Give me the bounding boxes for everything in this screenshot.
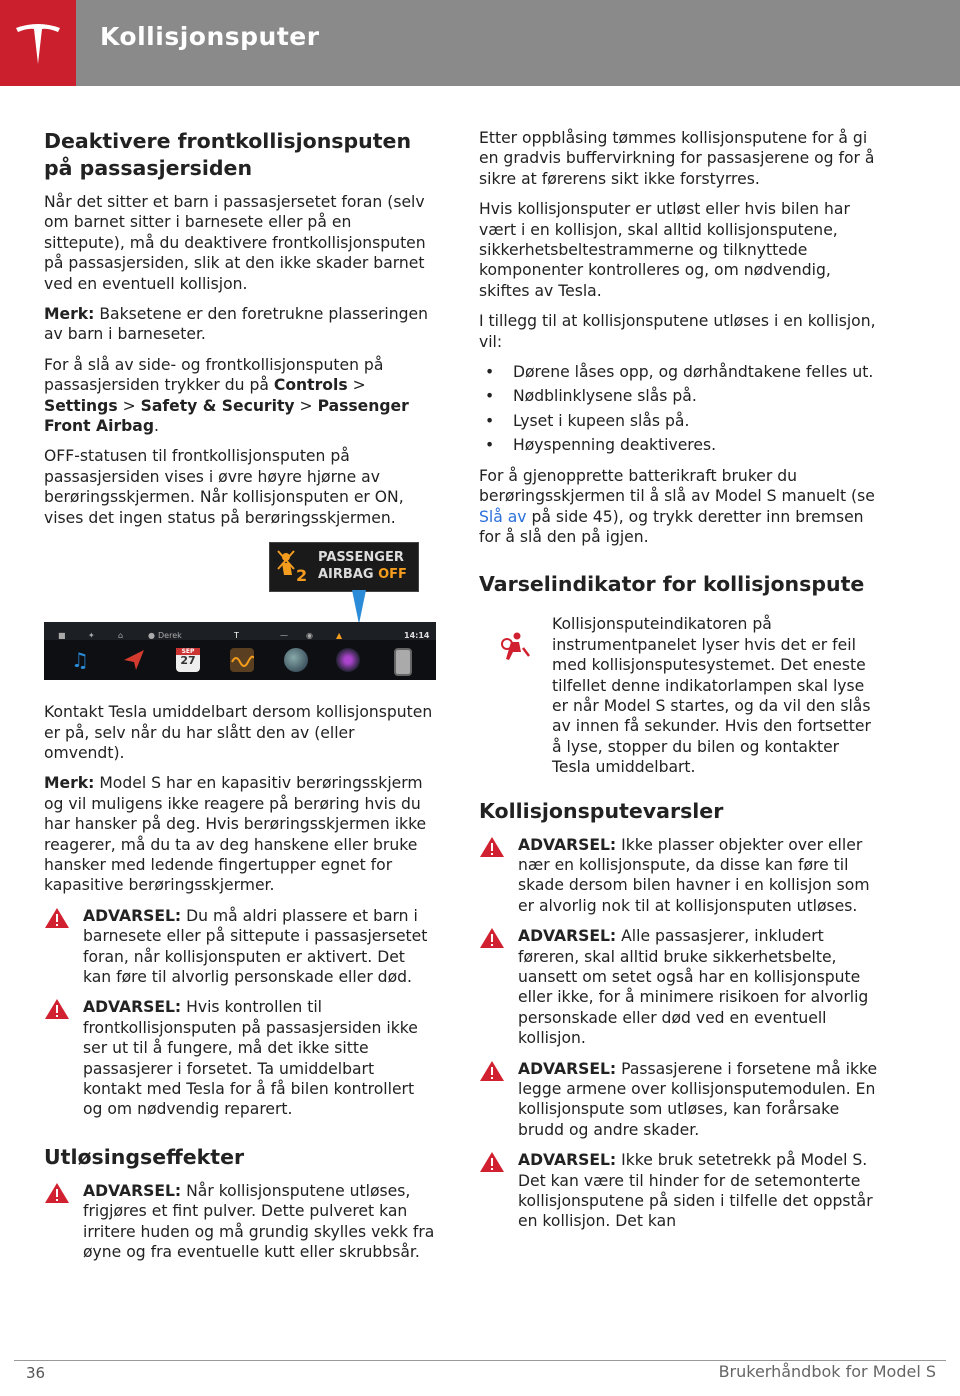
callout-off-text: OFF: [378, 567, 407, 583]
touchscreen-figure: [44, 542, 436, 684]
menu-path-settings: Settings: [44, 396, 118, 415]
paragraph: Hvis kollisjonsputer er utløst eller hvis bilen har vært i en kollisjon, skal alltid kollisjonsputene, sikkerhetsbeltestrammerne og tilknyttede komponenter kontrolleres og, om nødvendig, skiftes av Tesla.: [479, 200, 850, 300]
section-heading-effects: Utløsingseffekter: [44, 1144, 245, 1169]
note: [44, 304, 436, 345]
warning-icon: [479, 1060, 505, 1082]
warning-text: Du må aldri plassere et barn i barnesete eller på sittepute i passasjersetet foran, når kollisjonsputen er aktivert. Det kan føre til alvorlig personskade eller død.: [83, 906, 428, 986]
note: [44, 773, 436, 895]
airbag-warning-icon: [499, 630, 531, 662]
airbag-indicator-block: [479, 614, 879, 777]
phone-app-icon[interactable]: [394, 648, 412, 676]
footer-manual-title: Brukerhåndbok for Model S: [718, 1362, 936, 1381]
warning-label: ADVARSEL:: [518, 1059, 617, 1078]
tesla-logo-icon: [12, 18, 64, 70]
music-app-icon[interactable]: ♫: [71, 648, 89, 673]
paragraph: Etter oppblåsing tømmes kollisjonsputene for å gi en gradvis buffervirkning for passasjerene og for å sikre at førerens sikt ikke forstyrres.: [479, 129, 875, 188]
navigation-app-icon[interactable]: [122, 648, 146, 672]
calendar-month: SEP: [176, 648, 200, 655]
bullet: •: [485, 363, 495, 382]
warning-label: ADVARSEL:: [83, 1181, 182, 1200]
list-item-text: Lyset i kupeen slås på.: [513, 411, 690, 430]
right-column: [479, 128, 879, 1242]
warning-icon: [44, 907, 70, 929]
warning-label: ADVARSEL:: [83, 906, 182, 925]
text: For å gjenopprette batterikraft bruker du berøringsskjermen til å slå av Model S manuelt (se: [479, 466, 875, 506]
note-text: Baksetene er den foretrukne plasseringen av barn i barneseter.: [44, 305, 428, 344]
paragraph: Kontakt Tesla umiddelbart dersom kollisjonsputen er på, selv når du har slått den av (eller omvendt).: [44, 703, 433, 762]
list-item: [479, 386, 879, 406]
callout-line-1: PASSENGER: [318, 550, 404, 566]
paragraph: [479, 466, 879, 548]
separator: >: [347, 376, 366, 395]
page-title: Kollisjonsputer: [100, 22, 320, 51]
section-heading-warnings: Kollisjonsputevarsler: [479, 798, 724, 823]
warning-text: Ikke plasser objekter over eller nær en kollisjonspute, da disse kan føre til skade dersom bilen havner i en kollisjon som er alvorlig nok til at kollisjonsputen utløses.: [518, 835, 870, 915]
warning-icon: [479, 836, 505, 858]
warning: [44, 1181, 436, 1263]
app-dock: [44, 640, 436, 680]
airbag-status-callout: [269, 542, 419, 592]
warning: [479, 1059, 879, 1141]
callout-line-2: [318, 567, 407, 582]
tesla-t-icon: T: [234, 631, 239, 641]
warning-label: ADVARSEL:: [83, 998, 182, 1017]
warning: [479, 926, 879, 1048]
separator: >: [294, 396, 318, 415]
web-app-icon[interactable]: [284, 648, 308, 672]
list-item-text: Nødblinklysene slås på.: [513, 387, 697, 406]
warning-label: ADVARSEL:: [518, 927, 617, 946]
paragraph: OFF-statusen til frontkollisjonsputen på passasjersiden vises i øvre høyre hjørne av berøringsskjermen. Når kollisjonsputen er ON, vises det ingen status på berøringsskjermen.: [44, 447, 404, 527]
text: .: [154, 417, 159, 436]
list-item: [479, 362, 879, 382]
warning-text: Hvis kontrollen til frontkollisjonsputen på passasjersiden ikke ser ut til å fungere, må det ikke sitte passasjerer i forsetet. Ta umiddelbart kontakt med Tesla for å få bilen kontrollert og om nødvendig reparert.: [83, 998, 418, 1119]
svg-text:2: 2: [296, 566, 308, 586]
list-item: [479, 411, 879, 431]
left-column: [44, 128, 436, 1272]
warning-label: ADVARSEL:: [518, 1151, 617, 1170]
deployment-effects-list: [479, 362, 879, 456]
lock-icon: ■: [58, 631, 66, 641]
page-number: 36: [26, 1364, 46, 1382]
menu-path-passenger-airbag: Passenger Front Airbag: [44, 396, 409, 436]
warning: [479, 835, 879, 917]
note-text: Model S har en kapasitiv berøringsskjerm og vil muligens ikke reagere på berøring hvis du har hansker på deg. Hvis berøringsskjermen ikke reagerer, må du ta av deg hanskene eller bruke hansker med ledende fingertupper egnet for kapasitive berøringsskjermer.: [44, 774, 427, 895]
separator: >: [117, 396, 141, 415]
user-name: Derek: [158, 631, 182, 641]
warning-icon: [479, 927, 505, 949]
paragraph-instructions: [44, 355, 436, 437]
warning: [479, 1150, 879, 1232]
warning-text: Passasjerene i forsetene må ikke legge armene over kollisjonsputemodulen. En kollisjonspute som utløses, kan forårsake brudd og andre skader.: [518, 1059, 878, 1139]
warning-text: Når kollisjonsputene utløses, frigjøres et fint pulver. Dette pulveret kan irritere huden og må grundig skylles vekk fra øyne og fra eventuelle kutt eller skrubbsår.: [83, 1181, 435, 1262]
indicator-text: Kollisjonsputeindikatoren på instrumentpanelet lyser hvis det er feil med kollisjonsputesystemet. Det eneste tilfellet denne indikatorlampen skal lyse er når Model S startes, og da vil den slås av innen få sekunder. Hvis den fortsetter å lyse, stopper du bilen og kontakter Tesla umiddelbart.: [552, 615, 871, 777]
wifi-icon: ◉: [306, 631, 313, 641]
warning-icon: [44, 998, 70, 1020]
warning-text: Ikke bruk setetrekk på Model S. Det kan være til hinder for de setemonterte kollisjonsputene på siden i tilfelle det oppstår en kollisjon. Det kan: [518, 1151, 873, 1231]
footer-divider: [14, 1360, 946, 1361]
touchscreen: [44, 622, 436, 680]
calendar-app-icon[interactable]: [176, 648, 200, 672]
warning: [44, 906, 436, 988]
bullet: •: [485, 411, 495, 430]
menu-path-controls: Controls: [273, 376, 348, 395]
text: For å slå av side- og frontkollisjonsputen på passasjersiden trykker du på: [44, 355, 384, 395]
callout-airbag-text: AIRBAG: [318, 567, 379, 583]
user-icon: ●: [148, 631, 155, 641]
camera-app-icon[interactable]: [336, 648, 360, 672]
callout-pointer: [352, 590, 366, 624]
page-header: [0, 0, 960, 86]
passenger-airbag-off-icon: [276, 549, 312, 585]
section-heading-indicator: Varselindikator for kollisjonspute: [479, 572, 865, 597]
touchscreen-status-bar: [44, 622, 436, 640]
warning-text: Alle passasjerer, inkludert føreren, skal alltid bruke sikkerhetsbelte, uansett om setet også har en kollisjonspute eller ikke, for å minimere risikoen for alvorlig personskade eller død ved en eventuell kollisjon.: [518, 927, 869, 1048]
list-item-text: Høyspenning deaktiveres.: [513, 436, 717, 455]
status-time: 14:14: [404, 631, 430, 641]
note-label: Merk:: [44, 774, 95, 793]
section-heading-deactivate: Deaktivere frontkollisjonsputen på passasjersiden: [44, 129, 412, 180]
list-item: [479, 435, 879, 455]
warning-icon: [44, 1182, 70, 1204]
note-label: Merk:: [44, 305, 95, 324]
menu-path-safety: Safety & Security: [140, 396, 295, 415]
list-item-text: Dørene låses opp, og dørhåndtakene felles ut.: [513, 363, 874, 382]
energy-app-icon[interactable]: [230, 648, 254, 672]
bullet: •: [485, 436, 495, 455]
link-power-off[interactable]: Slå av: [479, 507, 527, 526]
bullet: •: [485, 387, 495, 406]
tesla-logo: [0, 0, 76, 86]
warning-label: ADVARSEL:: [518, 835, 617, 854]
home-icon: ⌂: [118, 631, 124, 641]
warning: [44, 997, 436, 1119]
text: på side 45), og trykk deretter inn bremsen for å slå den på igjen.: [479, 507, 864, 546]
bluetooth-icon: ⁓: [280, 631, 288, 641]
calendar-day: 27: [180, 654, 196, 668]
paragraph: Når det sitter et barn i passasjersetet foran (selv om barnet sitter i barnesete eller på en sittepute), må du deaktivere frontkollisjonsputen på passasjersiden, slik at den ikke skader barnet ved en eventuell kollisjon.: [44, 193, 426, 293]
paragraph: I tillegg til at kollisjonsputene utløses i en kollisjon, vil:: [479, 312, 876, 351]
airbag-off-indicator-icon: ▲: [336, 631, 343, 641]
headlight-icon: ✦: [88, 631, 95, 641]
warning-icon: [479, 1151, 505, 1173]
